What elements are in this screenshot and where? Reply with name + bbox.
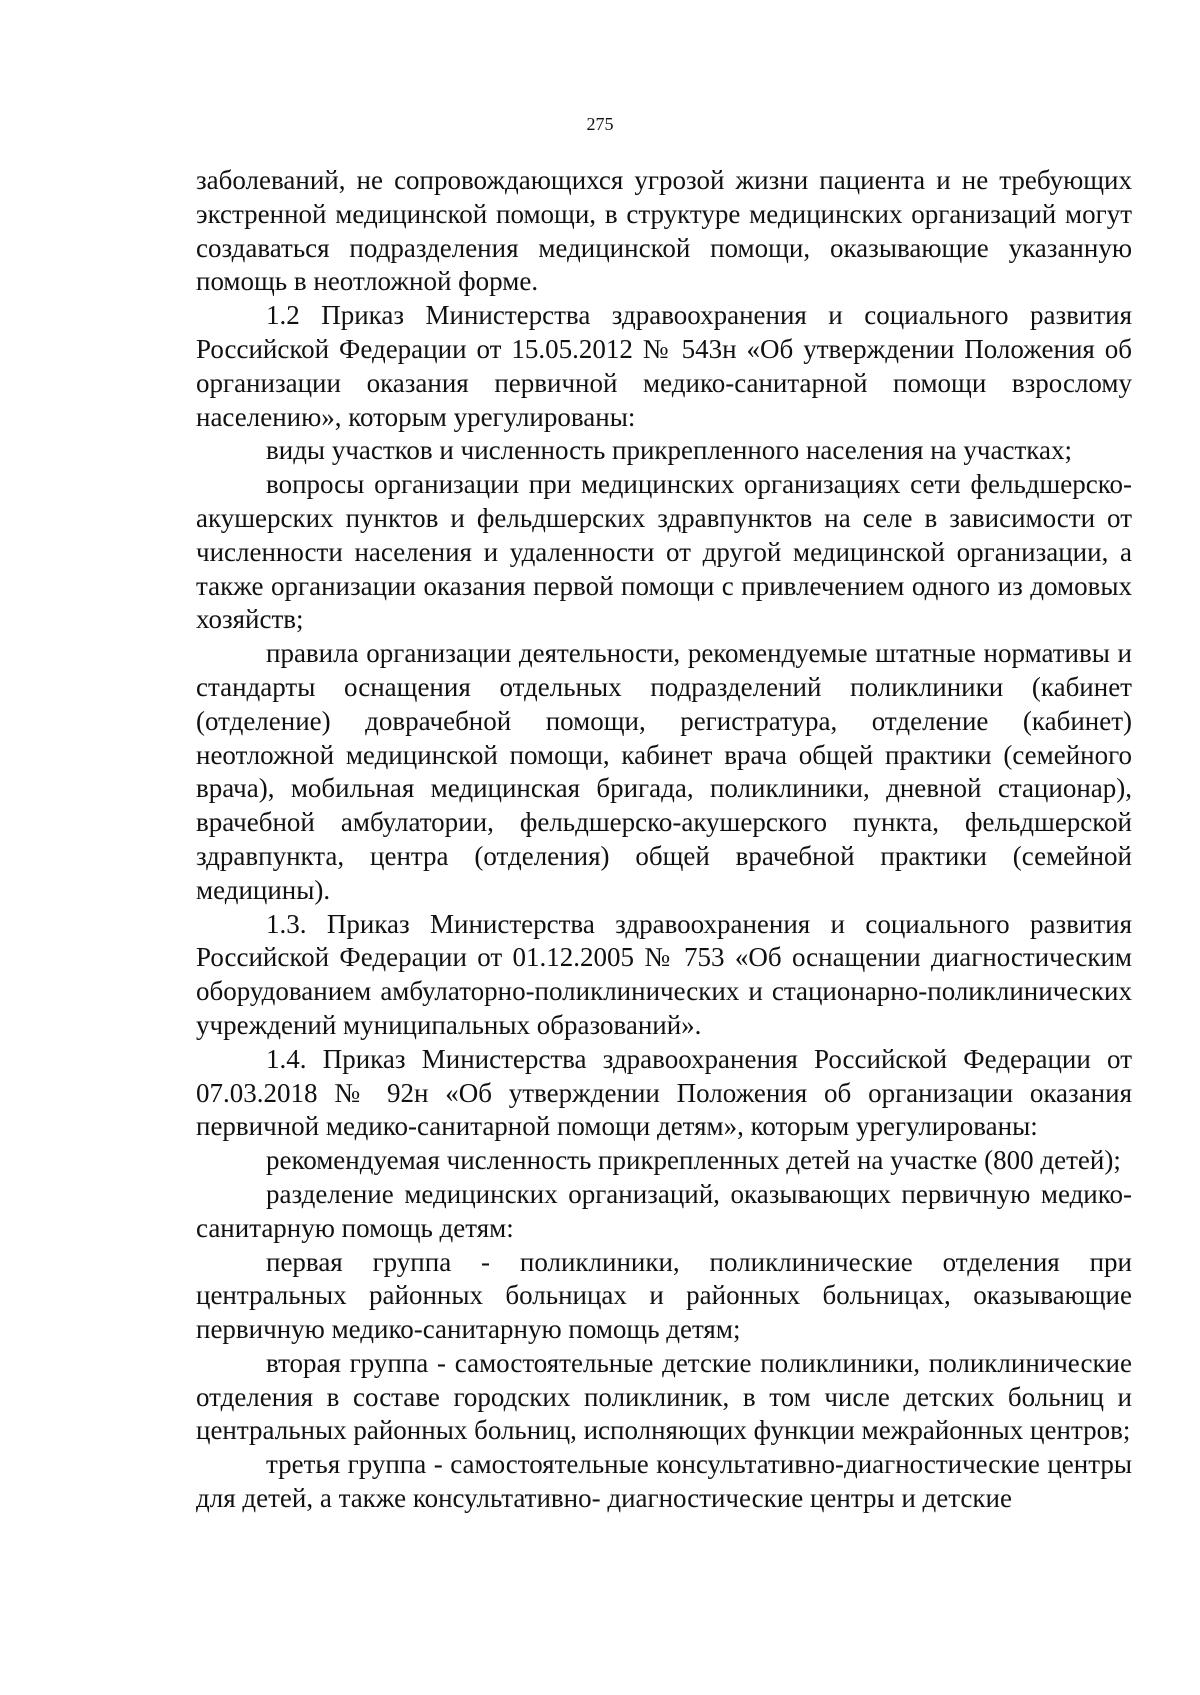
paragraph-item: рекомендуемая численность прикрепленных детей на участке (800 детей); <box>266 1145 1121 1176</box>
paragraph-group-2: вторая группа - самостоятельные детские поликлиники, поликлинические отделения в составе городских поликлиник, в том числе детских больниц и центральных районных больниц, исполняющих функции межрайонных центров; <box>196 1347 1132 1446</box>
paragraph-order-1-2: 1.2 Приказ Министерства здравоохранения и социального развития Российской Федерации от 15.05.2012 № 543н «Об утверждении Положения об организации оказания первичной медико-санитарной помощи взрослому населению», которым урегулированы: <box>196 300 1132 432</box>
paragraph-item: разделение медицинских организаций, оказывающих первичную медико-санитарную помощь детям: <box>196 1178 1132 1243</box>
document-body <box>196 164 1132 1516</box>
paragraph-item: вопросы организации при медицинских организациях сети фельдшерско-акушерских пунктов и фельдшерских здравпунктов на селе в зависимости от численности населения и удаленности от другой медицинской организации, а также организации оказания первой помощи с привлечением одного из домовых хозяйств; <box>196 469 1132 635</box>
paragraph-order-1-4: 1.4. Приказ Министерства здравоохранения Российской Федерации от 07.03.2018 № 92н «Об утверждении Положения об организации оказания первичной медико-санитарной помощи детям», которым урегулированы: <box>196 1043 1132 1142</box>
paragraph-continuation: заболеваний, не сопровождающихся угрозой жизни пациента и не требующих экстренной медицинской помощи, в структуре медицинских организаций могут создаваться подразделения медицинской помощи, оказывающие указанную помощь в неотложной форме. <box>196 165 1132 297</box>
page-number: 275 <box>586 114 614 134</box>
paragraph-order-1-3: 1.3. Приказ Министерства здравоохранения и социального развития Российской Федерации от 01.12.2005 № 753 «Об оснащении диагностическим оборудованием амбулаторно-поликлинических и стационарно-поликлинических учреждений муниципальных образований». <box>196 908 1132 1040</box>
paragraph-group-1: первая группа - поликлиники, поликлинические отделения при центральных районных больницах и районных больницах, оказывающие первичную медико-санитарную помощь детям; <box>196 1246 1132 1345</box>
paragraph-item: правила организации деятельности, рекомендуемые штатные нормативы и стандарты оснащения отдельных подразделений поликлиники (кабинет (отделение) доврачебной помощи, регистратура, отделение (кабинет) неотложной медицинской помощи, кабинет врача общей практики (семейного врача), мобильная медицинская бригада, поликлиники, дневной стационар), врачебной амбулатории, фельдшерско-акушерского пункта, фельдшерской здравпункта, центра (отделения) общей врачебной практики (семейной медицины). <box>196 638 1132 905</box>
paragraph-item: виды участков и численность прикрепленного населения на участках; <box>266 435 1072 466</box>
paragraph-group-3: третья группа - самостоятельные консультативно-диагностические центры для детей, а также консультативно- диагностические центры и детские <box>196 1449 1132 1514</box>
